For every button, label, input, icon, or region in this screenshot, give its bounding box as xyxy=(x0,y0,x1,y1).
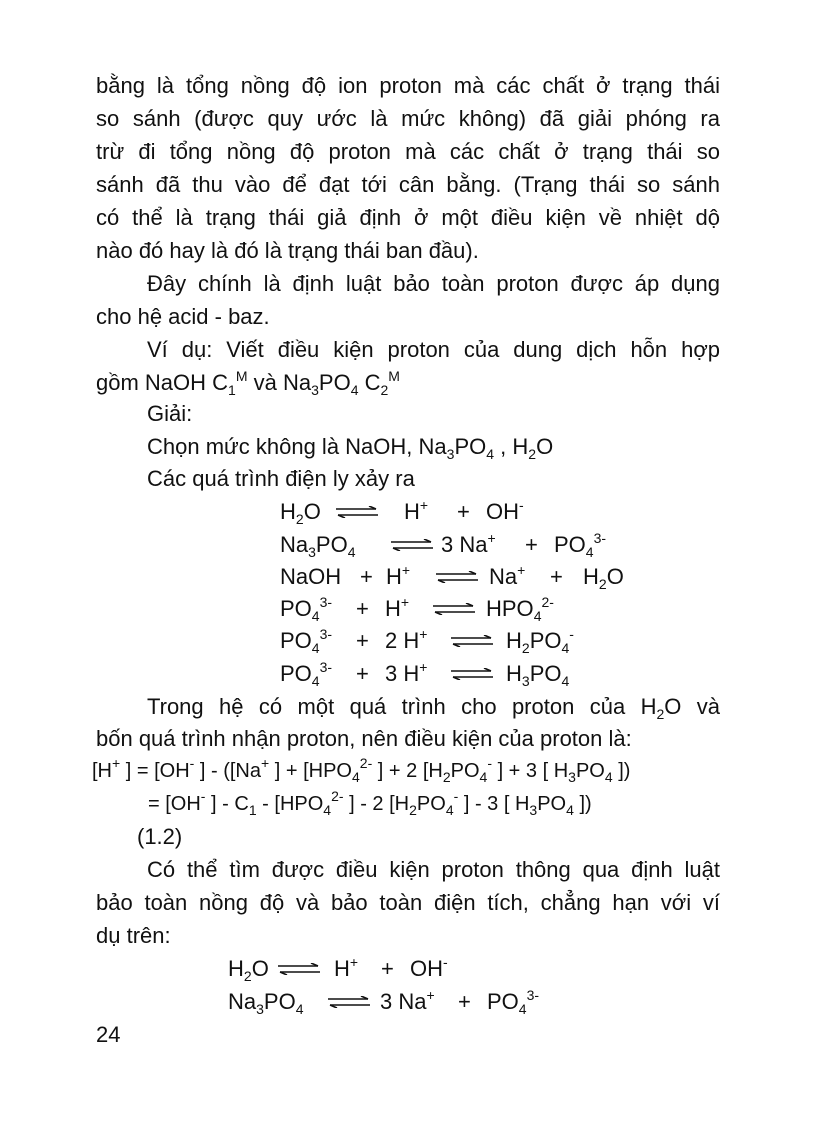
text: Trong hệ có một quá trình cho proton của H xyxy=(147,694,657,719)
plus-sign: + xyxy=(356,596,369,621)
subscript: 1 xyxy=(228,382,236,398)
product: 3 Na+ xyxy=(441,530,496,557)
text: O xyxy=(536,434,554,459)
paragraph-line: cho hệ acid - baz. xyxy=(96,304,270,329)
process-label: Các quá trình điện ly xảy ra xyxy=(147,466,415,491)
product: H+ xyxy=(334,954,359,981)
page-number: 24 xyxy=(96,1022,121,1047)
subscript: 2 xyxy=(656,706,665,722)
product: $PO_4^{3-}$ xyxy=(554,530,607,560)
paragraph-line: bốn quá trình nhận proton, nên điều kiện của proton là: xyxy=(96,726,632,751)
paragraph-line: có thể là trạng thái giả định ở một điều kiện về nhiệt dộ xyxy=(96,205,720,230)
reactant: $Na_3PO_4$ xyxy=(228,989,304,1017)
reactant: $PO_4^{3-}$ xyxy=(280,659,333,689)
plus-sign: + xyxy=(381,956,394,981)
equilibrium-arrow-icon xyxy=(328,996,370,1008)
paragraph-line: so sánh (được quy ước là mức không) đã giải phóng ra xyxy=(96,106,720,131)
paragraph-line: bằng là tổng nồng độ ion proton mà các chất ở trạng thái xyxy=(96,73,720,98)
plus-sign: + xyxy=(525,532,538,557)
reactant: H+ xyxy=(385,594,410,621)
subscript: 3 xyxy=(311,382,319,398)
paragraph-line: Đây chính là định luật bảo toàn proton được áp dụng xyxy=(147,271,720,296)
choose-reference-line xyxy=(147,430,720,463)
reactant: H+ xyxy=(386,562,411,589)
plus-sign: + xyxy=(550,564,563,589)
product: H+ xyxy=(404,497,429,524)
subscript: 4 xyxy=(350,382,359,398)
reactant: $H_2O$ xyxy=(280,499,321,527)
reactant: 3 H+ xyxy=(385,659,428,686)
example-line xyxy=(96,366,720,399)
text: PO xyxy=(454,434,487,459)
proton-condition-equation: [H+ ] = [OH- ] - ([Na+ ] + [$HPO_4^{2-}$ ] + 2 [$H_2PO_4^-$ ] + 3 [ $H_3PO_4$ ]) xyxy=(92,755,631,785)
reactant: NaOH xyxy=(280,564,342,589)
reactant: $Na_3PO_4$ xyxy=(280,532,356,560)
paragraph-line: nào đó hay là đó là trạng thái ban đầu). xyxy=(96,238,479,263)
product: $H_2O$ xyxy=(583,564,624,592)
equilibrium-arrow-icon xyxy=(451,668,493,680)
reactant: 2 H+ xyxy=(385,626,428,653)
product: $H_3PO_4$ xyxy=(506,661,570,689)
subscript: 2 xyxy=(528,446,537,462)
plus-sign: + xyxy=(356,661,369,686)
superscript: M xyxy=(388,368,400,384)
product: $H_2PO_4^-$ xyxy=(506,626,574,656)
product: $HPO_4^{2-}$ xyxy=(486,594,554,624)
text: PO xyxy=(318,370,351,395)
plus-sign: + xyxy=(458,989,471,1014)
product: Na+ xyxy=(489,562,526,589)
product: 3 Na+ xyxy=(380,987,435,1014)
equilibrium-arrow-icon xyxy=(336,506,378,518)
equilibrium-arrow-icon xyxy=(391,539,433,551)
plus-sign: + xyxy=(457,499,470,524)
paragraph-line: Có thể tìm được điều kiện proton thông qua định luật xyxy=(147,857,720,882)
plus-sign: + xyxy=(360,564,373,589)
example-heading: Ví dụ: Viết điều kiện proton của dung dịch hỗn hợp xyxy=(147,337,720,362)
solution-label: Giải: xyxy=(147,401,193,426)
equilibrium-arrow-icon xyxy=(451,635,493,647)
reactant: $PO_4^{3-}$ xyxy=(280,626,333,656)
product: OH- xyxy=(486,497,524,524)
equilibrium-arrow-icon xyxy=(433,603,475,615)
paragraph-line: dụ trên: xyxy=(96,923,171,948)
text: và Na xyxy=(247,370,312,395)
equilibrium-arrow-icon xyxy=(278,963,320,975)
text: , H xyxy=(494,434,529,459)
text: O và xyxy=(664,694,721,719)
product: OH- xyxy=(410,954,448,981)
paragraph-line: trừ đi tổng nồng độ proton mà các chất ở trạng thái so xyxy=(96,139,720,164)
paragraph-line xyxy=(147,690,720,723)
reactant: $H_2O$ xyxy=(228,956,269,984)
plus-sign: + xyxy=(356,628,369,653)
equilibrium-arrow-icon xyxy=(436,571,478,583)
subscript: 3 xyxy=(446,446,455,462)
paragraph-line: bảo toàn nồng độ và bảo toàn điện tích, chẳng hạn với ví xyxy=(96,890,720,915)
reactant: $PO_4^{3-}$ xyxy=(280,594,333,624)
superscript: M xyxy=(235,368,248,384)
subscript: 2 xyxy=(380,382,389,398)
equation-number: (1.2) xyxy=(137,824,183,849)
subscript: 4 xyxy=(486,446,495,462)
proton-condition-equation-continued: = [OH- ] - $C_1 - [HPO_4^{2-}$ ] - 2 [$H_2PO_4^-$ ] - 3 [ $H_3PO_4$ ]) xyxy=(148,788,592,818)
paragraph-line: sánh đã thu vào để đạt tới cân bằng. (Trạng thái so sánh xyxy=(96,172,720,197)
text: C xyxy=(358,370,381,395)
text: Chọn mức không là NaOH, Na xyxy=(147,434,447,459)
product: $PO_4^{3-}$ xyxy=(487,987,540,1017)
text: gồm NaOH C xyxy=(96,370,229,395)
